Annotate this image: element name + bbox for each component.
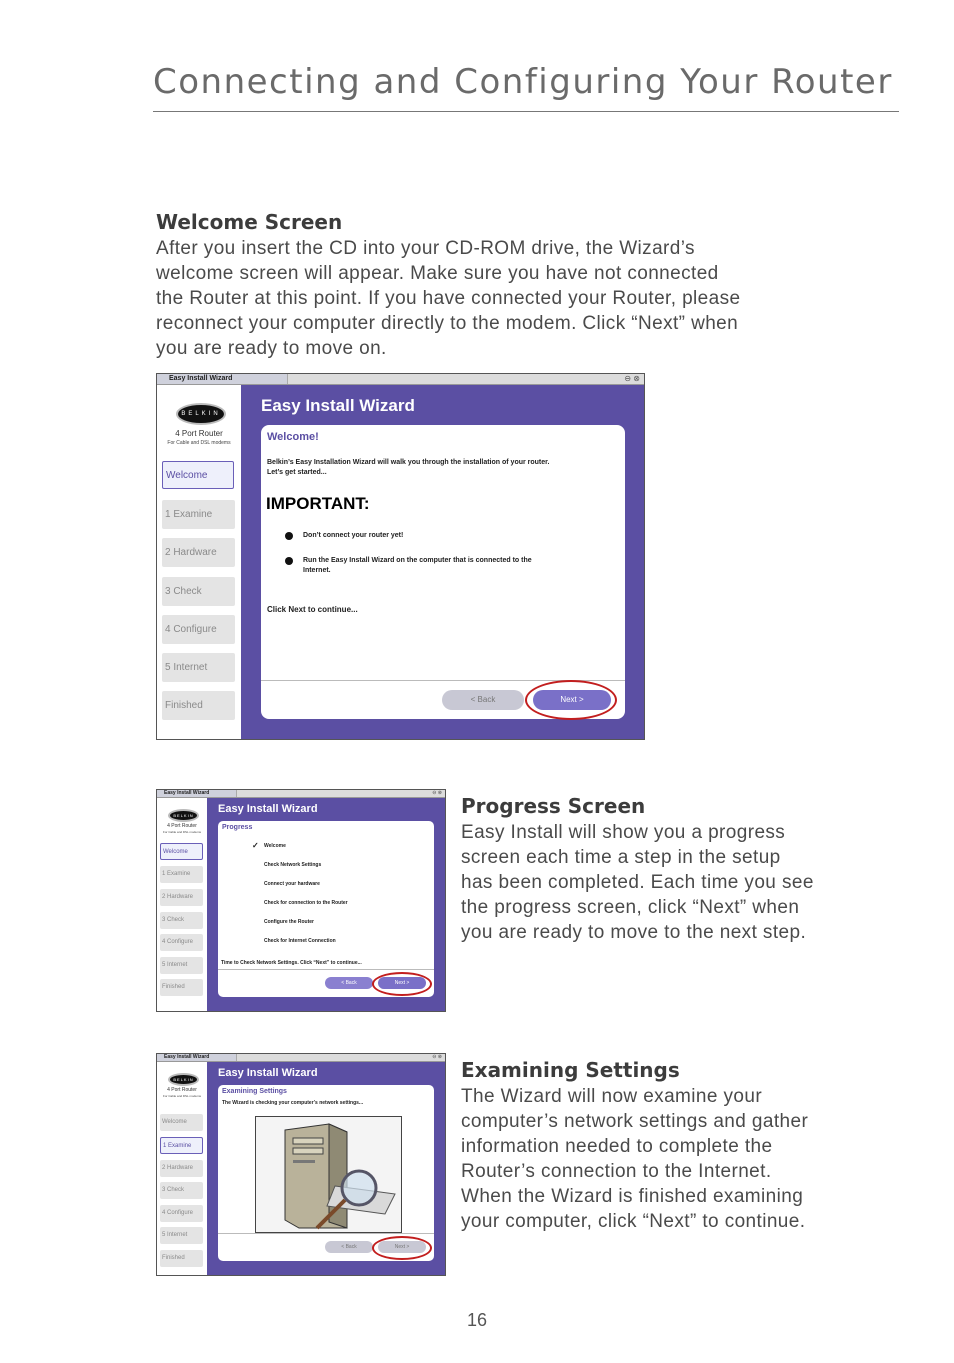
progress-line: the progress screen, click “Next” when	[461, 897, 800, 918]
step-welcome[interactable]: Welcome	[162, 461, 234, 489]
highlight-ring	[372, 972, 432, 996]
progress-item: Connect your hardware	[264, 881, 320, 887]
examining-screenshot	[156, 1053, 446, 1276]
welcome-body	[156, 236, 856, 361]
examining-heading: Examining Settings	[461, 1058, 680, 1082]
panel-title: Progress	[222, 824, 253, 831]
next-button[interactable]: Next >	[378, 1241, 426, 1253]
divider	[218, 1233, 434, 1234]
examining-line: computer’s network settings and gather	[461, 1111, 809, 1132]
step-examine[interactable]: 1 Examine	[160, 866, 203, 883]
product-name: 4 Port Router	[175, 429, 223, 438]
welcome-heading: Welcome Screen	[156, 210, 343, 234]
back-button[interactable]: < Back	[442, 690, 524, 710]
window-titlebar	[157, 374, 644, 385]
belkin-logo: BELKIN	[168, 809, 199, 822]
belkin-logo: BELKIN	[176, 403, 226, 425]
next-button[interactable]: Next >	[533, 690, 611, 710]
step-finished[interactable]: Finished	[160, 1250, 203, 1267]
wizard-sidebar	[157, 1062, 207, 1275]
page-title: Connecting and Configuring Your Router	[153, 62, 893, 102]
progress-heading: Progress Screen	[461, 794, 646, 818]
welcome-screenshot	[156, 373, 645, 740]
belkin-logo: BELKIN	[168, 1073, 199, 1086]
step-internet[interactable]: 5 Internet	[160, 1227, 203, 1244]
progress-line: Easy Install will show you a progress	[461, 822, 786, 843]
product-sub: For Cable and DSL modems	[163, 830, 201, 834]
examining-line: information needed to complete the	[461, 1136, 773, 1157]
step-check[interactable]: 3 Check	[162, 577, 235, 606]
step-internet[interactable]: 5 Internet	[162, 653, 235, 682]
step-finished[interactable]: Finished	[162, 691, 235, 720]
examining-line: The Wizard will now examine your	[461, 1086, 763, 1107]
wizard-panel	[218, 1085, 434, 1261]
window-title: Easy Install Wizard	[157, 374, 288, 384]
bullet-dot	[285, 532, 293, 540]
examining-body	[461, 1084, 881, 1234]
progress-item: Configure the Router	[264, 919, 314, 925]
product-sub: For Cable and DSL modems	[163, 1094, 201, 1098]
continue-text: Click Next to continue...	[267, 605, 358, 614]
progress-screenshot	[156, 789, 446, 1012]
intro-line: Let’s get started...	[267, 469, 327, 476]
product-name: 4 Port Router	[167, 823, 197, 829]
step-check[interactable]: 3 Check	[160, 1182, 203, 1199]
step-configure[interactable]: 4 Configure	[160, 1205, 203, 1222]
highlight-ring	[372, 1236, 432, 1260]
window-controls-icon[interactable]: ⊖ ⊗	[432, 790, 442, 796]
welcome-line: the Router at this point. If you have connected your Router, please	[156, 288, 741, 309]
progress-item: Check for connection to the Router	[264, 900, 348, 906]
bullet-text: Internet.	[303, 567, 331, 574]
step-hardware[interactable]: 2 Hardware	[162, 538, 235, 567]
panel-title: Welcome!	[267, 431, 319, 443]
wizard-heading: Easy Install Wizard	[218, 803, 318, 815]
welcome-line: you are ready to move on.	[156, 338, 387, 359]
progress-line: you are ready to move to the next step.	[461, 922, 807, 943]
progress-item: Check Network Settings	[264, 862, 322, 868]
title-rule	[153, 111, 899, 112]
step-welcome[interactable]: Welcome	[160, 843, 203, 860]
progress-line: screen each time a step in the setup	[461, 847, 781, 868]
product-name: 4 Port Router	[167, 1087, 197, 1093]
progress-line: has been completed. Each time you see	[461, 872, 814, 893]
important-heading: IMPORTANT:	[266, 494, 370, 513]
step-check[interactable]: 3 Check	[160, 912, 203, 929]
window-titlebar	[157, 790, 445, 798]
wizard-panel	[218, 821, 434, 997]
window-controls-icon[interactable]: ⊖ ⊗	[432, 1054, 442, 1060]
step-configure[interactable]: 4 Configure	[162, 615, 235, 644]
progress-item: Check for Internet Connection	[264, 938, 336, 944]
welcome-line: welcome screen will appear. Make sure you have not connected	[156, 263, 719, 284]
panel-title: Examining Settings	[222, 1088, 287, 1095]
progress-footer: Time to Check Network Settings. Click “Next” to continue...	[221, 960, 362, 966]
product-sub: For Cable and DSL modems	[167, 440, 231, 446]
examining-line: When the Wizard is finished examining	[461, 1186, 804, 1207]
progress-body	[461, 820, 881, 945]
step-examine[interactable]: 1 Examine	[160, 1137, 203, 1154]
back-button[interactable]: < Back	[325, 977, 373, 989]
welcome-line: After you insert the CD into your CD-ROM drive, the Wizard’s	[156, 238, 695, 259]
wizard-heading: Easy Install Wizard	[261, 396, 415, 415]
window-titlebar	[157, 1054, 445, 1062]
step-internet[interactable]: 5 Internet	[160, 957, 203, 974]
page-number: 16	[466, 1310, 488, 1330]
wizard-sidebar	[157, 385, 241, 739]
step-welcome[interactable]: Welcome	[160, 1114, 203, 1131]
computer-illustration	[255, 1116, 402, 1233]
highlight-ring	[525, 680, 617, 720]
step-hardware[interactable]: 2 Hardware	[160, 1160, 203, 1177]
back-button[interactable]: < Back	[325, 1241, 373, 1253]
examining-line: your computer, click “Next” to continue.	[461, 1211, 806, 1232]
window-title: Easy Install Wizard	[157, 790, 237, 797]
examining-line: Router’s connection to the Internet.	[461, 1161, 772, 1182]
examining-status: The Wizard is checking your computer’s network settings...	[222, 1100, 364, 1106]
welcome-line: reconnect your computer directly to the modem. Click “Next” when	[156, 313, 739, 334]
wizard-panel	[261, 425, 625, 719]
step-configure[interactable]: 4 Configure	[160, 934, 203, 951]
wizard-heading: Easy Install Wizard	[218, 1067, 318, 1079]
wizard-sidebar	[157, 798, 207, 1011]
step-finished[interactable]: Finished	[160, 979, 203, 996]
window-controls-icon[interactable]: ⊖ ⊗	[624, 374, 640, 383]
divider	[218, 969, 434, 970]
bullet-text: Don’t connect your router yet!	[303, 532, 404, 539]
progress-item: Welcome	[264, 843, 286, 849]
step-examine[interactable]: 1 Examine	[162, 500, 235, 529]
check-icon: ✓	[252, 841, 259, 850]
next-button[interactable]: Next >	[378, 977, 426, 989]
intro-line: Belkin’s Easy Installation Wizard will walk you through the installation of your router.	[267, 459, 550, 466]
window-title: Easy Install Wizard	[157, 1054, 237, 1061]
bullet-dot	[285, 557, 293, 565]
bullet-text: Run the Easy Install Wizard on the computer that is connected to the	[303, 557, 532, 564]
step-hardware[interactable]: 2 Hardware	[160, 889, 203, 906]
